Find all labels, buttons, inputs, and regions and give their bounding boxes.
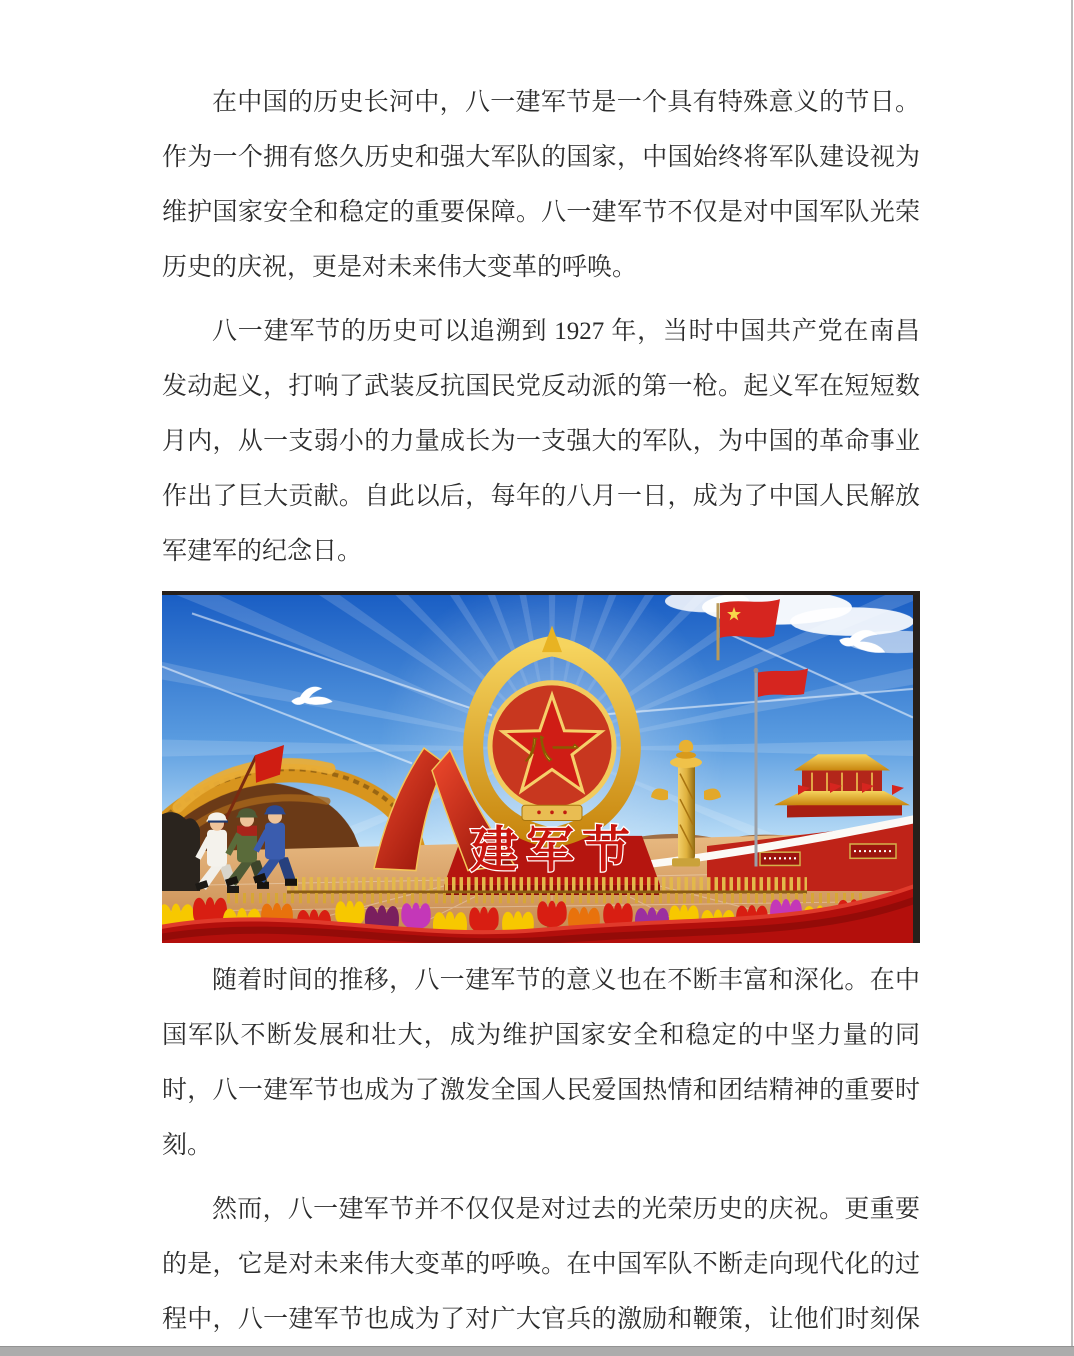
army-day-banner-text: 建军节 (470, 824, 638, 878)
paragraph (162, 1182, 920, 1347)
text-line: 八一建军节的历史可以追溯到 1927 年，当时中国共产党在南昌 (212, 318, 920, 345)
text-line: 月内，从一支弱小的力量成长为一支强大的军队，为中国的革命事业 (162, 428, 920, 455)
text-line: 作为一个拥有悠久历史和强大军队的国家，中国始终将军队建设视为 (162, 144, 920, 171)
paragraph (162, 953, 920, 1173)
text-line: 然而，八一建军节并不仅仅是对过去的光荣历史的庆祝。更重要 (212, 1196, 920, 1223)
crowd-silhouette (162, 812, 200, 891)
page-right-edge (1071, 0, 1073, 1356)
paragraph (162, 304, 920, 579)
text-line: 历史的庆祝，更是对未来伟大变革的呼唤。 (162, 254, 638, 281)
text-line: 作出了巨大贡献。自此以后，每年的八月一日，成为了中国人民解放 (162, 483, 920, 510)
document-content (162, 75, 920, 1356)
text-line: 在中国的历史长河中，八一建军节是一个具有特殊意义的节日。 (212, 89, 920, 116)
text-line: 发动起义，打响了武装反抗国民党反动派的第一枪。起义军在短短数 (162, 373, 920, 400)
text-line: 维护国家安全和稳定的重要保障。八一建军节不仅是对中国军队光荣 (162, 199, 920, 226)
text-line: 刻。 (162, 1132, 213, 1159)
text-line: 随着时间的推移，八一建军节的意义也在不断丰富和深化。在中 (212, 967, 920, 994)
paragraph (162, 75, 920, 295)
text-line: 时，八一建军节也成为了激发全国人民爱国热情和团结精神的重要时 (162, 1077, 920, 1104)
bottom-page-edge (0, 1346, 1074, 1356)
army-day-illustration (162, 591, 920, 943)
text-line: 程中，八一建军节也成为了对广大官兵的激励和鞭策，让他们时刻保 (162, 1306, 920, 1333)
text-line: 的是，它是对未来伟大变革的呼唤。在中国军队不断走向现代化的过 (162, 1251, 920, 1278)
national-flag-right (758, 668, 808, 697)
text-line: 国军队不断发展和壮大，成为维护国家安全和稳定的中坚力量的同 (162, 1022, 920, 1049)
text-line: 军建军的纪念日。 (162, 538, 363, 565)
national-flag-top (720, 599, 780, 638)
emblem-characters: 八一 (525, 734, 579, 765)
